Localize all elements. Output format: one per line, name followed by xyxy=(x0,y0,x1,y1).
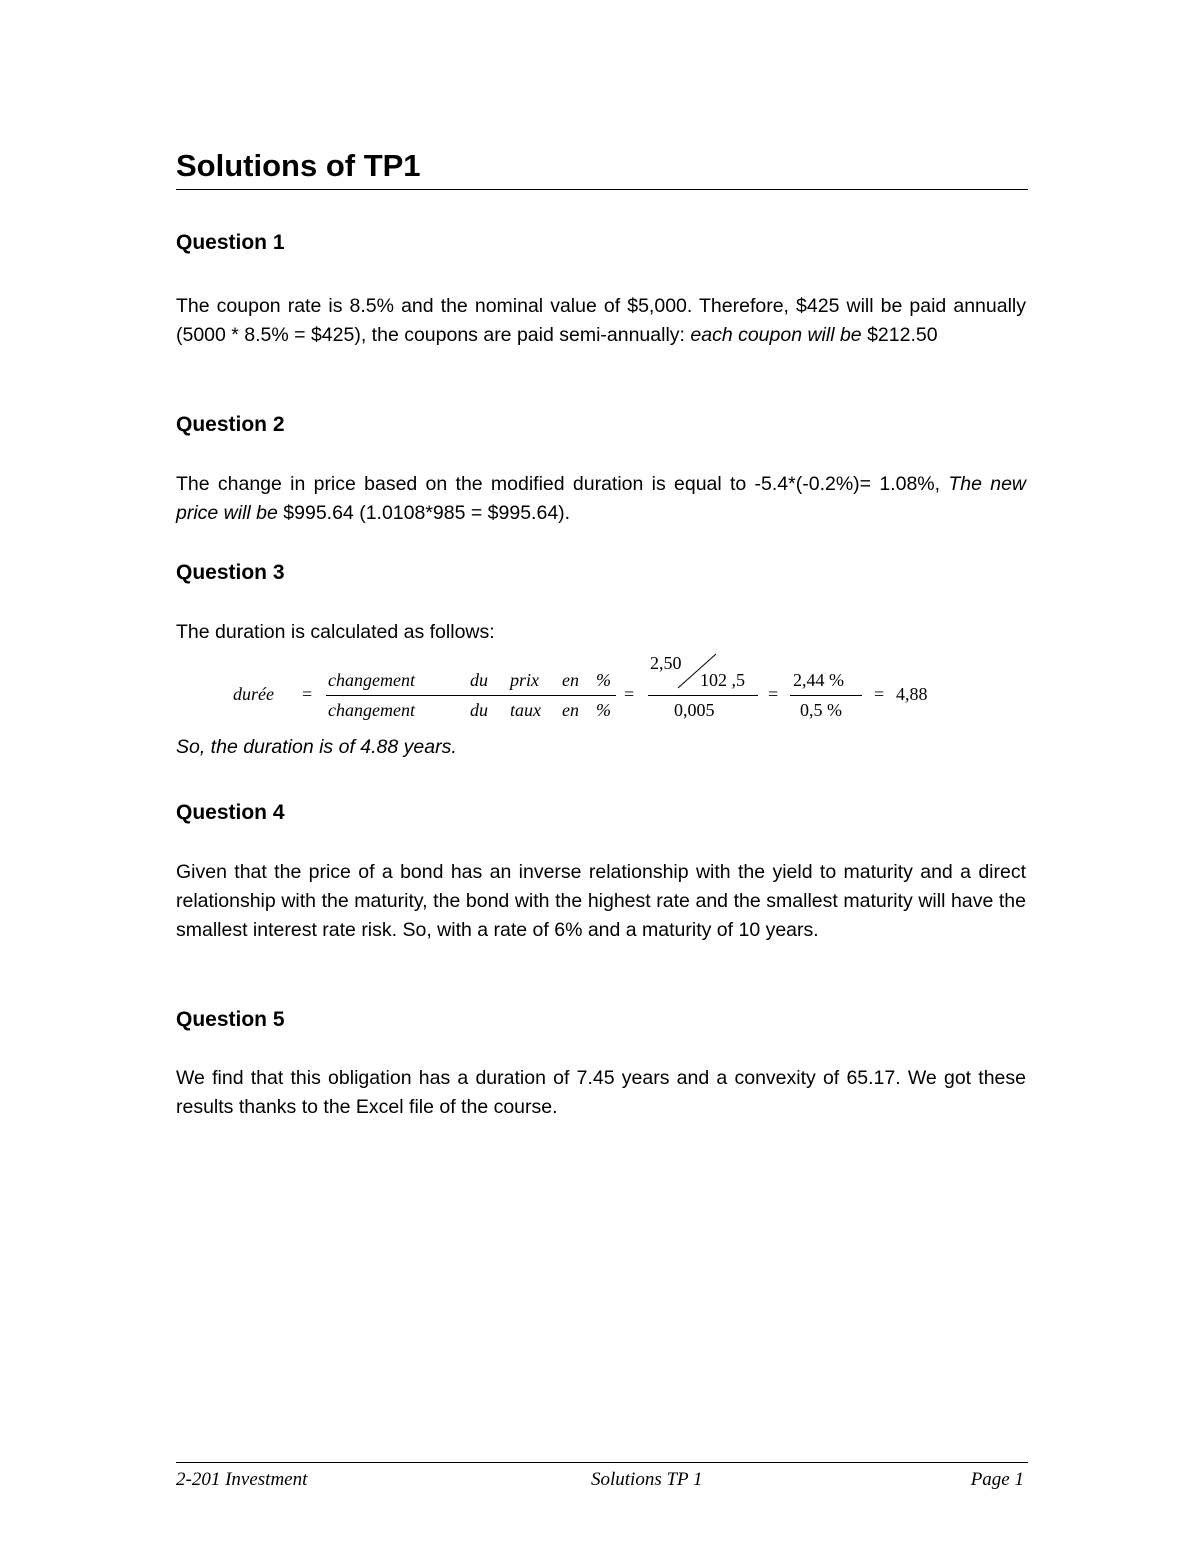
formula-den1-word-5: % xyxy=(596,700,611,720)
footer-page-number: Page 1 xyxy=(970,1469,1024,1490)
question-2-text-part-1: The change in price based on the modified duration is equal to -5.4*(-0.2%)= 1.08%, xyxy=(176,473,949,495)
formula-num3: 2,44 % xyxy=(793,670,844,690)
question-4-body xyxy=(176,858,1026,945)
formula-lhs: durée xyxy=(233,684,274,704)
question-2-text-italic: The new price will be xyxy=(176,473,1026,524)
footer-center: Solutions TP 1 xyxy=(591,1469,703,1490)
question-3-heading: Question 3 xyxy=(176,561,285,584)
duration-formula xyxy=(230,650,950,730)
formula-den1-word-2: du xyxy=(470,700,488,720)
question-1-text-italic: each coupon will be xyxy=(690,324,862,346)
question-1-section xyxy=(176,229,1026,257)
question-3-conclusion-text: So, the duration is of 4.88 years. xyxy=(176,736,457,758)
question-4-section xyxy=(176,799,1026,827)
document-title: Solutions of TP1 xyxy=(176,148,421,183)
formula-equals-2: = xyxy=(624,684,635,704)
question-2-section xyxy=(176,411,1026,439)
question-3-conclusion xyxy=(176,733,1026,762)
title-divider xyxy=(176,189,1028,190)
question-2-heading: Question 2 xyxy=(176,413,285,436)
formula-den1-word-3: taux xyxy=(510,700,541,720)
formula-equals-4: = xyxy=(874,684,885,704)
question-5-heading: Question 5 xyxy=(176,1008,285,1031)
formula-fraction-bar-3 xyxy=(790,695,862,696)
formula-num2-bottom: 102 ,5 xyxy=(700,670,745,690)
question-1-text-part-2: $212.50 xyxy=(861,324,938,346)
formula-num1-word-2: du xyxy=(470,670,488,690)
formula-equals-1: = xyxy=(302,684,313,704)
formula-den3: 0,5 % xyxy=(800,700,842,720)
question-1-text xyxy=(176,292,1026,350)
formula-fraction-bar-2 xyxy=(648,695,758,696)
question-1-heading: Question 1 xyxy=(176,231,285,254)
question-2-text-part-2: $995.64 (1.0108*985 = $995.64). xyxy=(277,502,571,524)
formula-num1-word-3: prix xyxy=(510,670,539,690)
question-3-section xyxy=(176,559,1026,587)
question-1-text-part-1: The coupon rate is 8.5% and the nominal value of $5,000. Therefore, $425 will be paid annually (5000 * 8.5% = $425), the coupons are paid semi-annually: xyxy=(176,295,1026,346)
question-2-body xyxy=(176,470,1026,528)
question-3-text: The duration is calculated as follows: xyxy=(176,621,495,643)
footer-left: 2-201 Investment xyxy=(176,1469,308,1490)
question-5-text: We find that this obligation has a duration of 7.45 years and a convexity of 65.17. We got these results thanks to the Excel file of the course. xyxy=(176,1067,1026,1118)
question-3-body xyxy=(176,618,1026,647)
formula-fraction-bar-1 xyxy=(326,695,616,696)
formula-equals-3: = xyxy=(768,684,779,704)
question-5-body xyxy=(176,1064,1026,1122)
formula-den1-word-1: changement xyxy=(328,700,415,720)
question-2-text xyxy=(176,470,1026,528)
formula-num1-word-5: % xyxy=(596,670,611,690)
formula-den2: 0,005 xyxy=(674,700,715,720)
formula-result: 4,88 xyxy=(896,684,928,704)
question-3-conclusion-block xyxy=(176,733,1026,762)
formula-den1-word-4: en xyxy=(562,700,579,720)
question-1-body xyxy=(176,292,1026,350)
formula-num2-top: 2,50 xyxy=(650,653,682,673)
formula-num1-word-4: en xyxy=(562,670,579,690)
question-4-text: Given that the price of a bond has an inverse relationship with the yield to maturity and a direct relationship with the maturity, the bond with the highest rate and the smallest maturity will have the smallest interest rate risk. So, with a rate of 6% and a maturity of 10 years. xyxy=(176,861,1026,941)
formula-num1-word-1: changement xyxy=(328,670,415,690)
question-4-heading: Question 4 xyxy=(176,801,285,824)
question-5-section xyxy=(176,1006,1026,1034)
footer-divider xyxy=(176,1462,1028,1463)
